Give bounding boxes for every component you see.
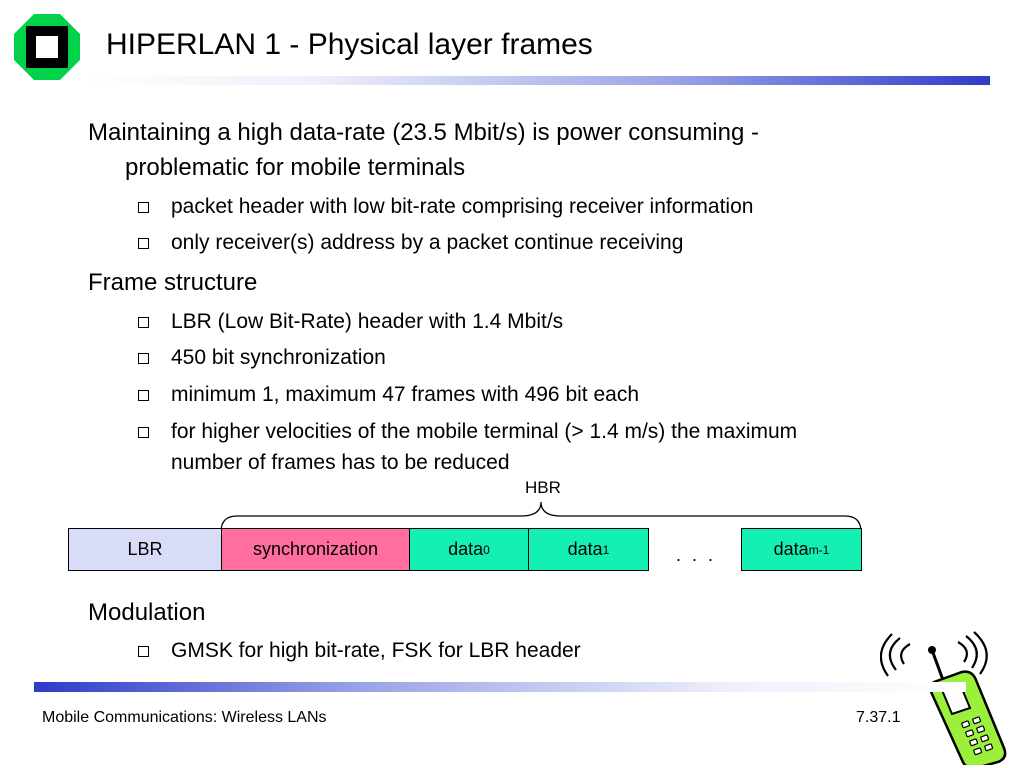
- bullet-sub-2-4-line1: for higher velocities of the mobile terminal (> 1.4 m/s) the maximum: [171, 420, 798, 443]
- square-bullet-icon: [138, 353, 149, 364]
- footer-course-title: Mobile Communications: Wireless LANs: [42, 709, 327, 726]
- segment-label: data: [773, 539, 809, 559]
- bullet-sub-3-1: GMSK for high bit-rate, FSK for LBR header: [171, 639, 581, 662]
- page-title: HIPERLAN 1 - Physical layer frames: [106, 28, 593, 61]
- footer-slide-number: 7.37.1: [856, 709, 901, 726]
- footer-divider: [34, 682, 966, 692]
- segment-label: synchronization: [252, 539, 379, 559]
- segment-subscript: m-1: [808, 542, 830, 557]
- title-divider: [88, 76, 990, 85]
- frame-segment-synchronization: [221, 528, 410, 571]
- bullet-main-2: Frame structure: [88, 269, 258, 296]
- segment-subscript: 0: [483, 542, 490, 557]
- bullet-main-1-line1: Maintaining a high data-rate (23.5 Mbit/s) is power consuming -: [88, 119, 759, 146]
- square-bullet-icon: [138, 427, 149, 438]
- bullet-sub-1-1: packet header with low bit-rate comprising receiver information: [171, 195, 754, 218]
- segment-label: data: [448, 539, 484, 559]
- segment-subscript: 1: [602, 542, 610, 557]
- bullet-main-3: Modulation: [88, 599, 206, 626]
- frame-segment-data-1: [528, 528, 649, 571]
- frame-segment-data-0: [409, 528, 529, 571]
- square-bullet-icon: [138, 317, 149, 328]
- square-bullet-icon: [138, 202, 149, 213]
- bullet-sub-2-1: LBR (Low Bit-Rate) header with 1.4 Mbit/s: [171, 310, 564, 333]
- square-bullet-icon: [138, 390, 149, 401]
- frame-segment-lbr: [68, 528, 222, 571]
- frame-ellipsis: . . .: [676, 545, 717, 565]
- bullet-main-1-line2: problematic for mobile terminals: [125, 154, 466, 181]
- bullet-sub-2-3: minimum 1, maximum 47 frames with 496 bit each: [171, 383, 639, 406]
- bullet-sub-2-4-line2: number of frames has to be reduced: [171, 451, 510, 474]
- bullet-sub-2-2: 450 bit synchronization: [171, 346, 386, 369]
- bullet-sub-1-2: only receiver(s) address by a packet continue receiving: [171, 231, 684, 254]
- square-bullet-icon: [138, 646, 149, 657]
- segment-label: data: [567, 539, 603, 559]
- square-bullet-icon: [138, 238, 149, 249]
- hbr-brace-label: HBR: [525, 478, 561, 497]
- mobile-phone-clipart-icon: [880, 630, 1020, 765]
- university-logo-icon: [14, 14, 80, 80]
- frame-segment-data-m-1: [741, 528, 862, 571]
- segment-label: LBR: [127, 539, 163, 559]
